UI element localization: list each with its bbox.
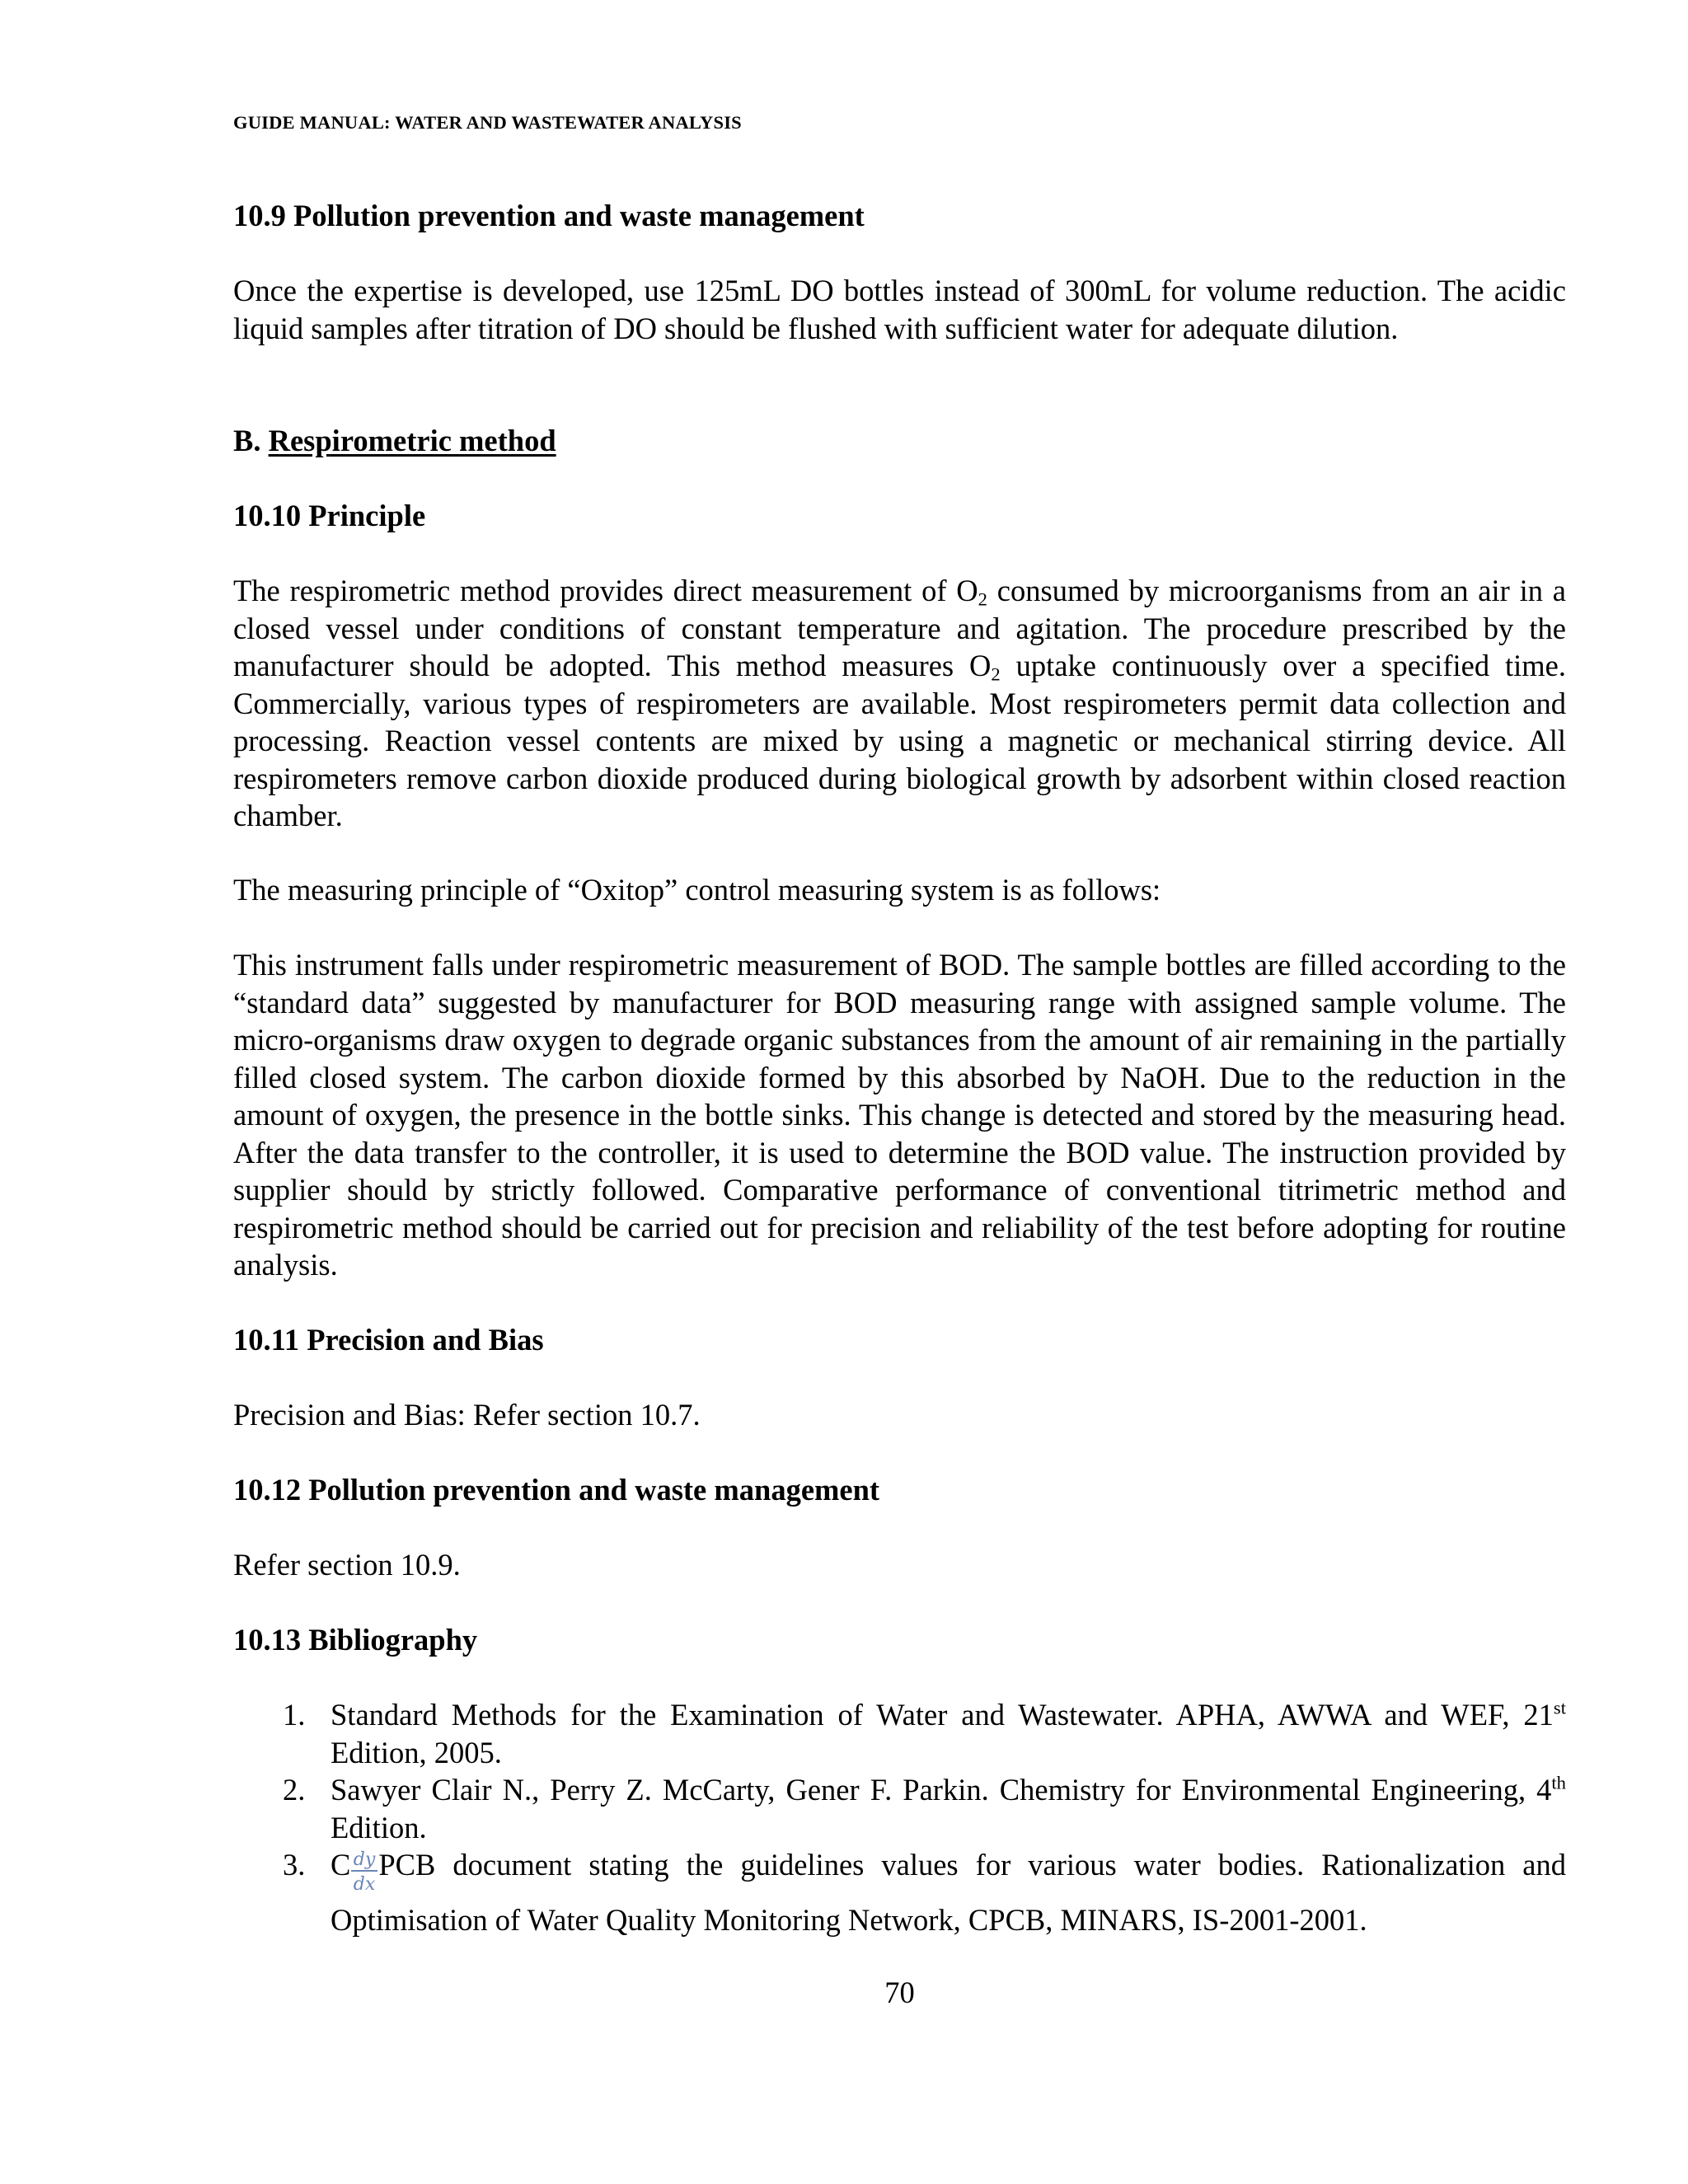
heading-10-13: 10.13 Bibliography — [233, 1623, 478, 1657]
section-b-prefix: B. — [233, 424, 261, 457]
svg-text:dx: dx — [354, 1874, 376, 1895]
heading-10-11: 10.11 Precision and Bias — [233, 1323, 544, 1357]
list-number: 2. — [283, 1773, 306, 1807]
page-number: 70 — [884, 1975, 915, 2009]
paragraph-10-10-1 — [233, 572, 1566, 835]
text-run: Sawyer Clair N., Perry Z. McCarty, Gener F. Parkin. Chemistry for Environmental Engineering, 4 — [331, 1773, 1552, 1807]
text-run: PCB document stating the guidelines values for various water bodies. Rationalization and Optimisation of Water Quality Monitoring Network, CPCB, MINARS, IS-2001-2001. — [331, 1848, 1566, 1937]
list-number: 1. — [283, 1698, 306, 1732]
paragraph-10-10-3: This instrument falls under respirometric measurement of BOD. The sample bottles are filled according to the “standard data” suggested by manufacturer for BOD measuring range with assigned sample volume. The micro-organisms draw oxygen to degrade organic substances from the amount of air remaining in the partially filled closed system. The carbon dioxide formed by this absorbed by NaOH. Due to the reduction in the amount of oxygen, the presence in the bottle sinks. This change is detected and stored by the measuring head. After the data transfer to the controller, it is used to determine the BOD value. The instruction provided by supplier should by strictly followed. Comparative performance of conventional titrimetric method and respirometric method should be carried out for precision and reliability of the test before adopting for routine analysis. — [233, 948, 1566, 1282]
running-header: GUIDE MANUAL: WATER AND WASTEWATER ANALYSIS — [233, 112, 742, 133]
superscript: st — [1553, 1697, 1566, 1718]
svg-text:dy: dy — [354, 1849, 376, 1870]
superscript: th — [1551, 1772, 1566, 1793]
text-run: The respirometric method provides direct measurement of O — [233, 574, 978, 607]
section-b-heading — [233, 422, 556, 460]
bibliography-text — [331, 1696, 1566, 1772]
bibliography-text — [331, 1771, 1566, 1847]
text-run: uptake continuously over a specified time. Commercially, various types of respirometers are available. Most respirometers permit data collection and processing. Reaction vessel contents are mixed by using a magnetic or mechanical stirring device. All respirometers remove carbon dioxide produced during biological growth by adsorbent within closed reaction chamber. — [233, 649, 1566, 832]
paragraph-10-9: Once the expertise is developed, use 125mL DO bottles instead of 300mL for volume reduction. The acidic liquid samples after titration of DO should be flushed with sufficient water for adequate dilution. — [233, 274, 1566, 345]
list-number: 3. — [283, 1848, 306, 1882]
subscript: 2 — [978, 588, 987, 610]
heading-10-10: 10.10 Principle — [233, 499, 426, 532]
heading-10-12: 10.12 Pollution prevention and waste management — [233, 1473, 880, 1507]
paragraph-10-10-2: The measuring principle of “Oxitop” control measuring system is as follows: — [233, 873, 1161, 907]
text-run: consumed by microorganisms from an air in a closed vessel under conditions of constant temperature and agitation. The procedure prescribed by the manufacturer should be adopted. This method measures O — [233, 574, 1566, 682]
paragraph-10-11: Precision and Bias: Refer section 10.7. — [233, 1398, 701, 1432]
paragraph-10-12: Refer section 10.9. — [233, 1548, 461, 1582]
subscript: 2 — [991, 663, 1001, 685]
text-run: Standard Methods for the Examination of Water and Wastewater. APHA, AWWA and WEF, 21 — [331, 1698, 1554, 1732]
text-run: Edition. — [331, 1811, 427, 1844]
bibliography-text — [331, 1841, 1566, 1944]
dy-dx-fraction-icon — [349, 1845, 380, 1896]
text-run: C — [331, 1848, 351, 1882]
section-b-title: Respirometric method — [268, 424, 556, 457]
text-run: Edition, 2005. — [331, 1736, 502, 1769]
heading-10-9: 10.9 Pollution prevention and waste management — [233, 199, 865, 232]
